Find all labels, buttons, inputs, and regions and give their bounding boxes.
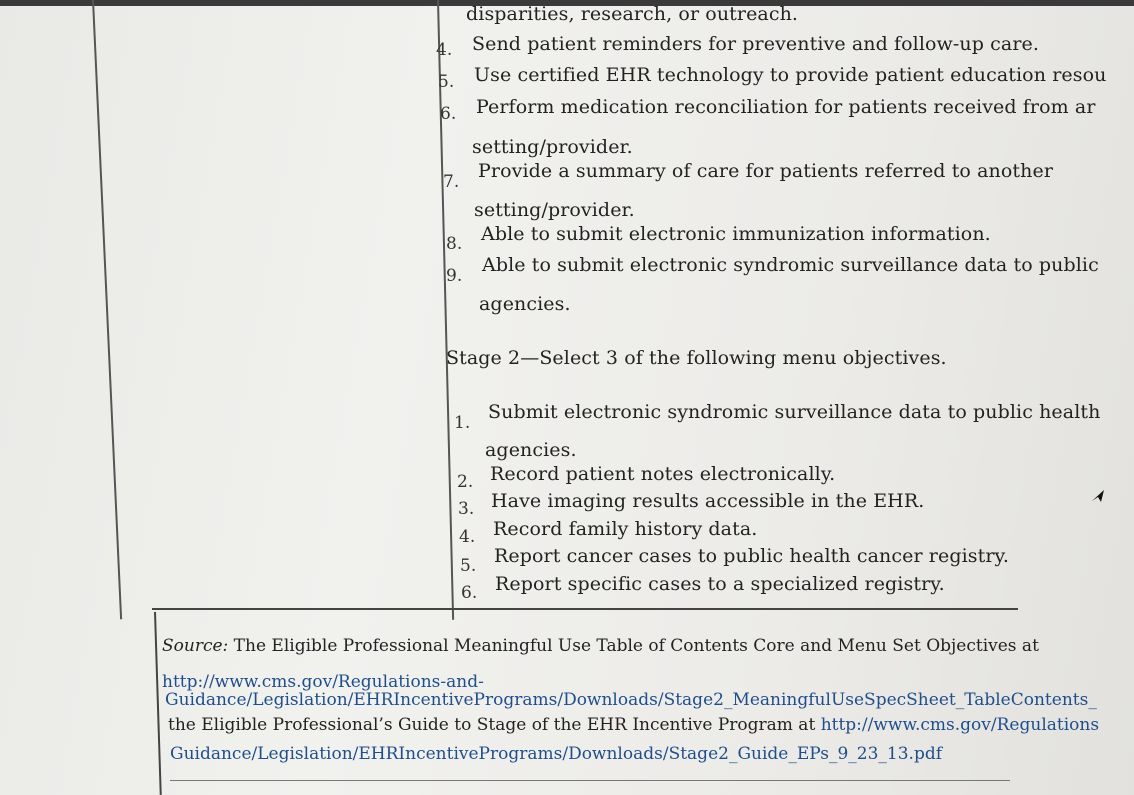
- stage2-item-1-num: 1.: [454, 413, 471, 433]
- source-url-1-part-2[interactable]: Guidance/Legislation/EHRIncentivePrograms/Downloads/Stage2_MeaningfulUseSpecSheet_TableContents_: [165, 690, 1097, 710]
- stage2-item-6-text: Report specific cases to a specialized registry.: [495, 573, 945, 595]
- stage2-item-1-cont: agencies.: [485, 439, 577, 461]
- stage2-item-3-text: Have imaging results accessible in the EHR.: [491, 490, 925, 512]
- stage2-item-3-num: 3.: [458, 499, 475, 519]
- stage2-item-4-text: Record family history data.: [493, 518, 758, 540]
- source-box-bottom-rule: [170, 780, 1010, 781]
- mouse-pointer-icon: [1090, 488, 1106, 504]
- list-one-item-6-num: 6.: [440, 104, 457, 124]
- list-one-item-4-num: 4.: [436, 40, 453, 60]
- middle-column-border: [437, 0, 457, 620]
- stage2-item-2-num: 2.: [457, 472, 474, 492]
- stage2-item-4-num: 4.: [459, 527, 476, 547]
- list-one-item-6-text: Perform medication reconciliation for patients received from ar: [476, 96, 1096, 118]
- source-url-1-part-1[interactable]: http://www.cms.gov/Regulations-and-: [162, 672, 484, 692]
- list-one-item-9-text: Able to submit electronic syndromic surveillance data to public: [482, 254, 1099, 276]
- list-one-item-5-num: 5.: [438, 72, 455, 92]
- list-one-item-7-text: Provide a summary of care for patients referred to another: [478, 160, 1054, 182]
- list-one-item-9-num: 9.: [446, 266, 463, 286]
- list-one-item-7-cont: setting/provider.: [474, 199, 635, 221]
- source-box-left-border: [154, 612, 162, 795]
- source-line-4-text: the Eligible Professional’s Guide to Stage of the EHR Incentive Program at: [168, 715, 821, 735]
- stage2-item-5-text: Report cancer cases to public health cancer registry.: [494, 545, 1009, 567]
- source-line-1: [162, 636, 1039, 656]
- stage2-item-2-text: Record patient notes electronically.: [490, 463, 836, 485]
- source-url-2-part-1[interactable]: http://www.cms.gov/Regulations: [820, 715, 1100, 735]
- list-one-item-5-text: Use certified EHR technology to provide patient education resou: [474, 64, 1107, 86]
- list-one-item-6-cont: setting/provider.: [472, 136, 633, 158]
- source-line-1-rest: The Eligible Professional Meaningful Use Table of Contents Core and Menu Set Objectives at: [228, 636, 1039, 656]
- source-label: Source:: [162, 636, 229, 656]
- table-bottom-rule: [152, 608, 1018, 610]
- list-one-item-8-text: Able to submit electronic immunization information.: [481, 223, 991, 245]
- list-one-lead-line: disparities, research, or outreach.: [466, 3, 799, 25]
- stage2-heading: Stage 2—Select 3 of the following menu objectives.: [446, 347, 947, 369]
- stage2-item-1-text: Submit electronic syndromic surveillance data to public health: [488, 401, 1101, 423]
- list-one-item-4-text: Send patient reminders for preventive and follow-up care.: [472, 33, 1040, 55]
- left-column-border: [92, 0, 122, 619]
- stage2-item-5-num: 5.: [460, 556, 477, 576]
- list-one-item-9-cont: agencies.: [479, 293, 571, 315]
- stage2-item-6-num: 6.: [461, 583, 478, 603]
- source-line-4: [168, 715, 1099, 735]
- list-one-item-7-num: 7.: [443, 172, 460, 192]
- list-one-item-8-num: 8.: [446, 234, 463, 254]
- source-url-2-part-2[interactable]: Guidance/Legislation/EHRIncentivePrograms/Downloads/Stage2_Guide_EPs_9_23_13.pdf: [170, 744, 943, 764]
